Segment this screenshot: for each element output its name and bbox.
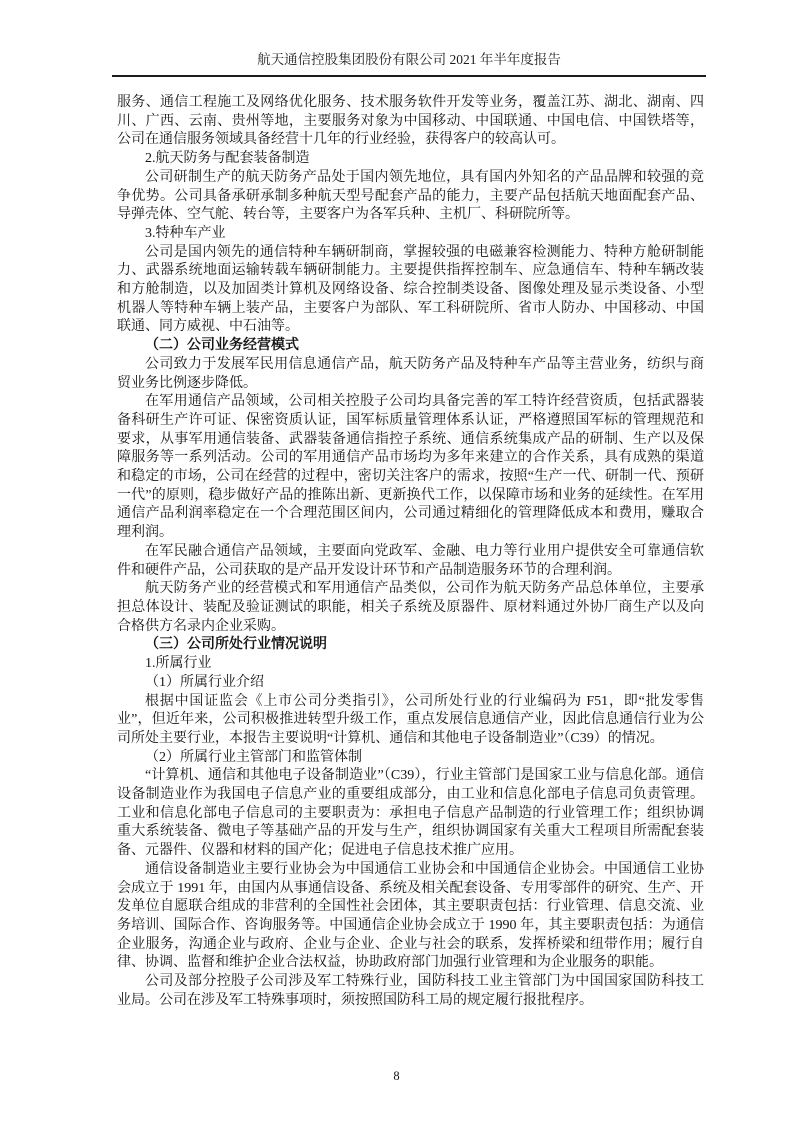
page-number: 8 [393,1069,400,1083]
para-aerospace-defense-model: 航天防务产业的经营模式和军用通信产品类似，公司作为航天防务产品总体单位，主要承担总体设计、装配及验证测试的职能，相关子系统及原器件、原材料通过外协厂商生产以及向合格供方名录内企业采购。 [117,581,704,634]
heading-special-vehicle-industry: 3.特种车产业 [145,225,226,241]
heading-industry-introduction: （1）所属行业介绍 [145,674,264,690]
para-military-special-industry: 公司及部分控股子公司涉及军工特殊行业，国防科技工业主管部门为中国国家国防科技工业局。公司在涉及军工特殊事项时，须按照国防科工局的规定履行报批程序。 [117,974,704,1008]
document-body [117,94,704,1010]
para-civil-military-comm: 在军民融合通信产品领域，主要面向党政军、金融、电力等行业用户提供安全可靠通信软件和硬件产品，公司获取的是产品开发设计环节和产品制造服务环节的合理利润。 [117,543,704,578]
heading-aerospace-defense-manufacturing: 2.航天防务与配套装备制造 [145,151,310,167]
para-regulatory-authorities: “计算机、通信和其他电子设备制造业”（C39），行业主管部门是国家工业与信息化部。通信设备制造业作为我国电子信息产业的重要组成部分，由工业和信息化部电子信息司负责管理。工业和信息化部电子信息司的主要职责为：承担电子信息产品制造的行业管理工作；组织协调重大系统装备、微电子等基础产品的开发与生产，组织协调国家有关重大工程项目所需配套装备、元器件、仪器和材料的国产化；促进电子信息技术推广应用。 [117,768,704,859]
page-header-title: 航天通信控股集团股份有限公司 2021 年半年度报告 [112,52,706,77]
para-comm-services-continued: 服务、通信工程施工及网络优化服务、技术服务软件开发等业务，覆盖江苏、湖北、湖南、四川、广西、云南、贵州等地，主要服务对象为中国移动、中国联通、中国电信、中国铁塔等，公司在通信服务领域具备经营十几年的行业经验，获得客户的较高认可。 [117,95,704,148]
para-military-comm-products: 在军用通信产品领域，公司相关控股子公司均具备完善的军工特许经营资质，包括武器装备科研生产许可证、保密资质认证，国军标质量管理体系认证，严格遵照国军标的管理规范和要求，从事军用通信装备、武器装备通信指控子系统、通信系统集成产品的研制、生产以及保障服务等一系列活动。公司的军用通信产品市场均为多年来建立的合作关系，具有成熟的渠道和稳定的市场，公司在经营的过程中，密切关注客户的需求，按照“生产一代、研制一代、预研一代”的原则，稳步做好产品的推陈出新、更新换代工作，以保障市场和业务的延续性。在军用通信产品利润率稳定在一个合理范围区间内，公司通过精细化的管理降低成本和费用，赚取合理利润。 [117,394,704,541]
para-aerospace-defense-products: 公司研制生产的航天防务产品处于国内领先地位，具有国内外知名的产品品牌和较强的竞争优势。公司具备承研承制多种航天型号配套产品的能力，主要产品包括航天地面配套产品、导弹壳体、空气舵、转台等，主要客户为各军兵种、主机厂、科研院所等。 [117,169,704,223]
para-industry-associations: 通信设备制造业主要行业协会为中国通信工业协会和中国通信企业协会。中国通信工业协会成立于 1991 年，由国内从事通信设备、系统及相关配套设备、专用零部件的研究、生产、开发单位自愿联合组成的非营利的全国性社会团体，其主要职责包括：行业管理、信息交流、业务培训、国际合作、咨询服务等。中国通信企业协会成立于 1990 年，其主要职责包括：为通信企业服务，沟通企业与政府、企业与企业、企业与社会的联系，发挥桥梁和纽带作用；履行自律、协调、监督和维护企业合法权益，协助政府部门加强行业管理和为企业服务的职能。 [117,861,704,971]
heading-business-operation-model: （二）公司业务经营模式 [145,338,299,354]
heading-regulatory-system: （2）所属行业主管部门和监管体制 [145,749,362,765]
para-special-vehicle-details: 公司是国内领先的通信特种车辆研制商，掌握较强的电磁兼容检测能力、特种方舱研制能力、武器系统地面运输转载车辆研制能力。主要提供指挥控制车、应急通信车、特种车辆改装和方舱制造，以及加固类计算机及网络设备、综合控制类设备、图像处理及显示类设备、小型机器人等特种车辆上装产品，主要客户为部队、军工科研院所、省市人防办、中国移动、中国联通、同方威视、中石油等。 [117,244,704,335]
heading-industry-classification: 1.所属行业 [145,656,212,672]
para-industry-introduction: 根据中国证监会《上市公司分类指引》，公司所处行业的行业编码为 F51，即“批发零售业”，但近年来，公司积极推进转型升级工作，重点发展信息通信产业，因此信息通信行业为公司所处主要行业，本报告主要说明“计算机、通信和其他电子设备制造业”（C39）的情况。 [117,693,704,746]
heading-industry-situation: （三）公司所处行业情况说明 [145,637,327,653]
para-business-overview: 公司致力于发展军民用信息通信产品，航天防务产品及特种车产品等主营业务，纺织与商贸业务比例逐步降低。 [117,356,704,391]
